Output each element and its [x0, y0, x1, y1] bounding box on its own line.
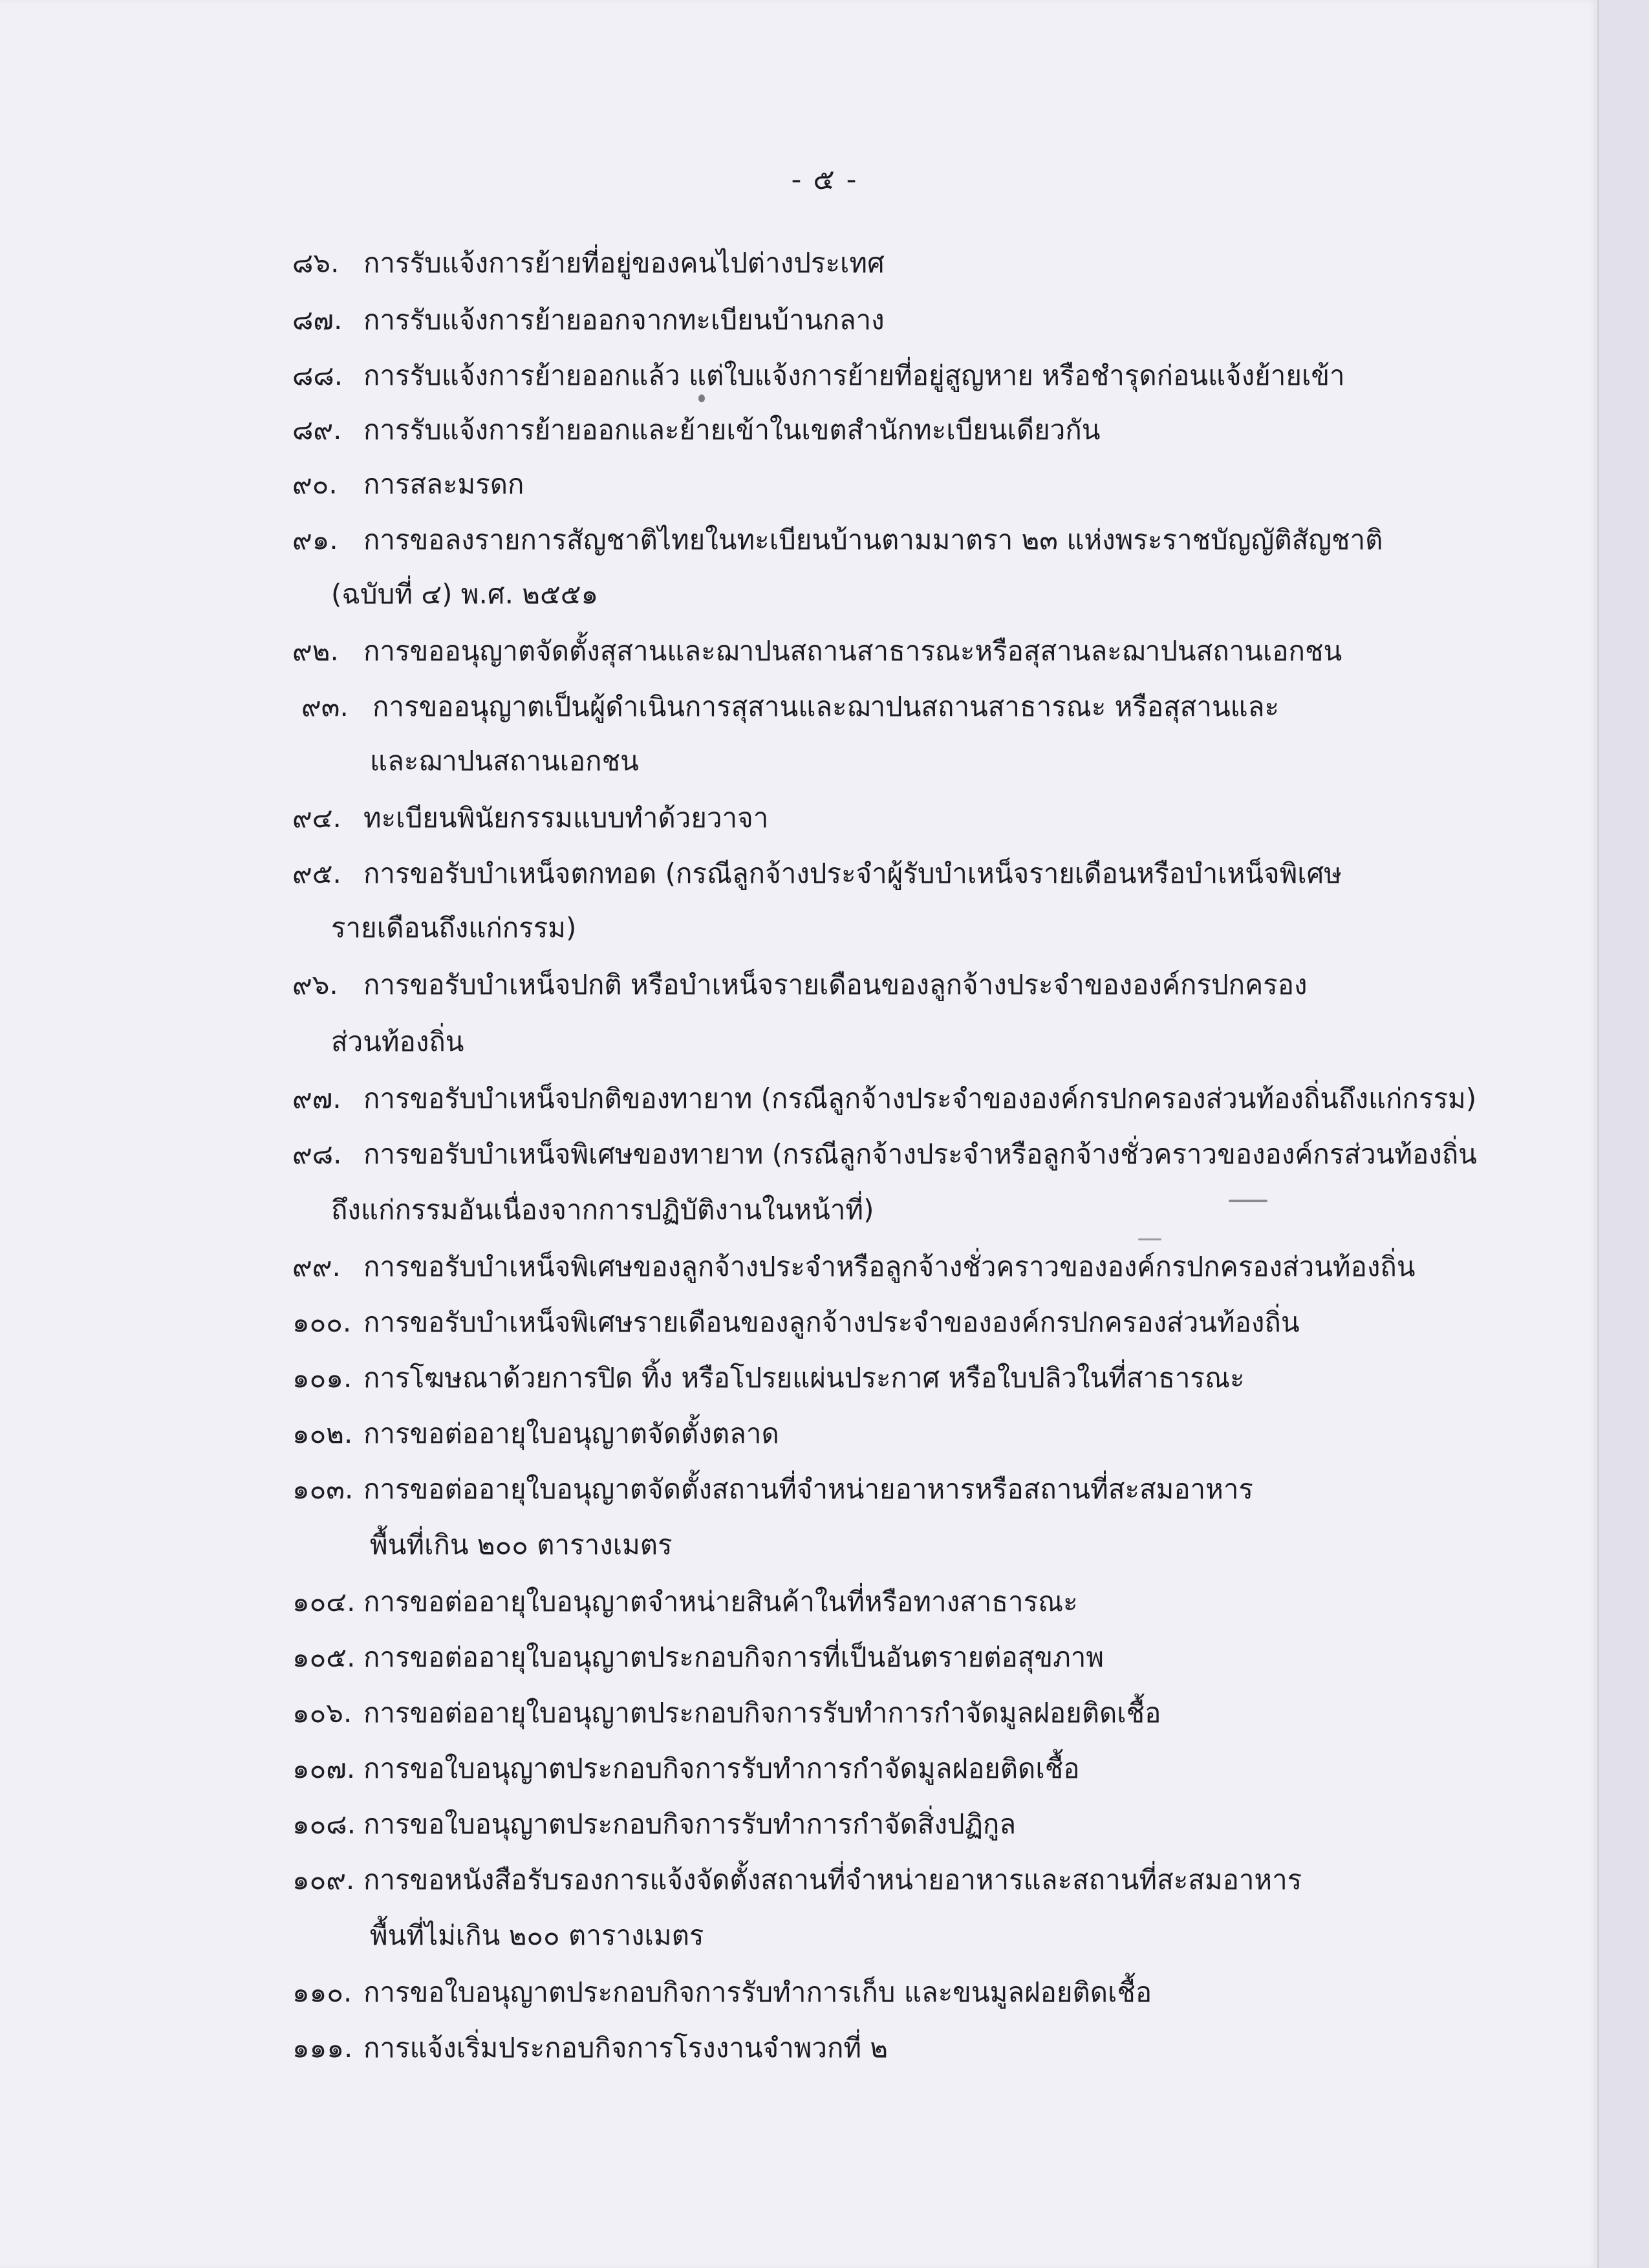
list-item [292, 845, 1342, 903]
item-text: การขอรับบำเหน็จพิเศษของลูกจ้างประจำหรือลูกจ้างชั่วคราวขององค์กรปกครองส่วนท้องถิ่น [363, 1251, 1416, 1282]
list-item [292, 1238, 1415, 1296]
item-text: การแจ้งเริ่มประกอบกิจการโรงงานจำพวกที่ ๒ [363, 2032, 889, 2064]
item-number: ๑๐๘. [292, 1808, 356, 1840]
item-text: การขอต่ออายุใบอนุญาตจำหน่ายสินค้าในที่หรือทางสาธารณะ [363, 1586, 1078, 1617]
item-continuation: พื้นที่เกิน ๒๐๐ ตารางเมตร [370, 1529, 673, 1561]
item-text: การขอต่ออายุใบอนุญาตจัดตั้งตลาด [363, 1418, 779, 1449]
list-item [292, 789, 768, 847]
list-item [292, 622, 1342, 680]
item-number: ๑๑๐. [292, 1976, 352, 2008]
item-number: ๙๖. [292, 969, 338, 1000]
item-text: การขอต่ออายุใบอนุญาตประกอบกิจการรับทำการกำจัดมูลฝอยติดเชื้อ [363, 1697, 1161, 1729]
list-item [292, 347, 1345, 405]
list-item [292, 1684, 1161, 1742]
item-text: การขอรับบำเหน็จพิเศษของทายาท (กรณีลูกจ้างประจำหรือลูกจ้างชั่วคราวขององค์กรส่วนท้องถิ่น [363, 1138, 1477, 1170]
item-text: การโฆษณาด้วยการปิด ทิ้ง หรือโปรยแผ่นประกาศ หรือใบปลิวในที่สาธารณะ [363, 1362, 1245, 1394]
item-number: ๑๐๗. [292, 1753, 356, 1784]
item-number: ๑๐๐. [292, 1306, 352, 1338]
item-text: การขอลงรายการสัญชาติไทยในทะเบียนบ้านตามมาตรา ๒๓ แห่งพระราชบัญญัติสัญชาติ [363, 524, 1383, 556]
item-text: การขอรับบำเหน็จปกติของทายาท (กรณีลูกจ้างประจำขององค์กรปกครองส่วนท้องถิ่นถึงแก่กรรม) [363, 1083, 1477, 1114]
item-number: ๑๐๖. [292, 1697, 352, 1729]
item-continuation: รายเดือนถึงแก่กรรม) [331, 912, 577, 944]
item-number: ๙๘. [292, 1138, 342, 1170]
item-number: ๙๐. [292, 468, 338, 500]
item-text: การขออนุญาตเป็นผู้ดำเนินการสุสานและฌาปนสถานสาธารณะ หรือสุสานและ [372, 691, 1280, 722]
list-item [292, 1293, 1300, 1352]
list-item [292, 1963, 1152, 2022]
list-item [292, 455, 524, 513]
item-text: การรับแจ้งการย้ายออกจากทะเบียนบ้านกลาง [363, 304, 885, 336]
list-item [292, 401, 1101, 459]
list-item [292, 1795, 1016, 1853]
list-item [292, 1628, 1104, 1687]
list-item [292, 1125, 1477, 1183]
item-number: ๙๓. [301, 691, 349, 722]
list-item [292, 1740, 1079, 1798]
item-text: การขอใบอนุญาตประกอบกิจการรับทำการกำจัดมูลฝอยติดเชื้อ [363, 1753, 1080, 1784]
item-continuation: (ฉบับที่ ๔) พ.ศ. ๒๕๕๑ [331, 578, 599, 610]
list-item [292, 1070, 1476, 1128]
item-continuation: ส่วนท้องถิ่น [331, 1026, 464, 1057]
item-text: การสละมรดก [363, 468, 524, 500]
item-number: ๑๐๓. [292, 1473, 354, 1505]
item-number: ๑๑๑. [292, 2032, 353, 2064]
item-text: การขอต่ออายุใบอนุญาตประกอบกิจการที่เป็นอันตรายต่อสุขภาพ [363, 1641, 1105, 1673]
item-number: ๑๐๕. [292, 1641, 356, 1673]
item-number: ๘๙. [292, 414, 342, 446]
item-number: ๙๕. [292, 858, 341, 889]
item-number: ๘๗. [292, 304, 343, 336]
item-number: ๙๔. [292, 802, 341, 834]
item-number: ๙๑. [292, 524, 338, 556]
list-item [292, 1460, 1253, 1518]
item-text: การขอรับบำเหน็จพิเศษรายเดือนของลูกจ้างประจำขององค์กรปกครองส่วนท้องถิ่น [363, 1306, 1300, 1338]
page-number: - ๕ - [791, 163, 858, 196]
list-item [292, 2019, 888, 2077]
item-number: ๑๐๑. [292, 1362, 352, 1394]
item-number: ๙๙. [292, 1251, 341, 1282]
list-item [292, 1573, 1078, 1631]
list-item [292, 234, 885, 292]
item-text: การขอใบอนุญาตประกอบกิจการรับทำการเก็บ และขนมูลฝอยติดเชื้อ [363, 1976, 1152, 2008]
item-text: การขอต่ออายุใบอนุญาตจัดตั้งสถานที่จำหน่ายอาหารหรือสถานที่สะสมอาหาร [363, 1473, 1253, 1505]
item-text: การรับแจ้งการย้ายออกและย้ายเข้าในเขตสำนักทะเบียนเดียวกัน [363, 414, 1101, 446]
list-item [292, 1349, 1245, 1407]
item-number: ๑๐๙. [292, 1864, 355, 1895]
item-number: ๘๖. [292, 247, 339, 279]
list-item [301, 678, 1279, 736]
item-text: การขอหนังสือรับรองการแจ้งจัดตั้งสถานที่จำหน่ายอาหารและสถานที่สะสมอาหาร [363, 1864, 1302, 1895]
item-text: การรับแจ้งการย้ายออกแล้ว แต่ใบแจ้งการย้ายที่อยู่สูญหาย หรือชำรุดก่อนแจ้งย้ายเข้า [363, 360, 1345, 391]
item-continuation: ถึงแก่กรรมอันเนื่องจากการปฏิบัติงานในหน้าที่) [331, 1194, 874, 1226]
page-edge-shadow [1597, 0, 1649, 2268]
item-continuation: และฌาปนสถานเอกชน [370, 745, 639, 777]
item-number: ๙๒. [292, 635, 339, 667]
list-item [292, 511, 1383, 569]
item-text: การขอใบอนุญาตประกอบกิจการรับทำการกำจัดสิ่งปฏิกูล [363, 1808, 1017, 1840]
item-number: ๑๐๔. [292, 1586, 356, 1617]
item-text: การขออนุญาตจัดตั้งสุสานและฌาปนสถานสาธารณะหรือสุสานละฌาปนสถานเอกชน [363, 635, 1342, 667]
paper-speck [1229, 1200, 1267, 1202]
item-text: การขอรับบำเหน็จตกทอด (กรณีลูกจ้างประจำผู้รับบำเหน็จรายเดือนหรือบำเหน็จพิเศษ [363, 858, 1342, 889]
item-text: การขอรับบำเหน็จปกติ หรือบำเหน็จรายเดือนของลูกจ้างประจำขององค์กรปกครอง [363, 969, 1308, 1000]
item-number: ๙๗. [292, 1083, 341, 1114]
item-text: ทะเบียนพินัยกรรมแบบทำด้วยวาจา [363, 802, 769, 834]
item-text: การรับแจ้งการย้ายที่อยู่ของคนไปต่างประเทศ [363, 247, 885, 279]
item-number: ๘๘. [292, 360, 343, 391]
list-item [292, 291, 885, 349]
item-continuation: พื้นที่ไม่เกิน ๒๐๐ ตารางเมตร [370, 1919, 704, 1951]
item-number: ๑๐๒. [292, 1418, 353, 1449]
list-item [292, 956, 1307, 1014]
list-item [292, 1405, 779, 1463]
list-item [292, 1851, 1302, 1909]
